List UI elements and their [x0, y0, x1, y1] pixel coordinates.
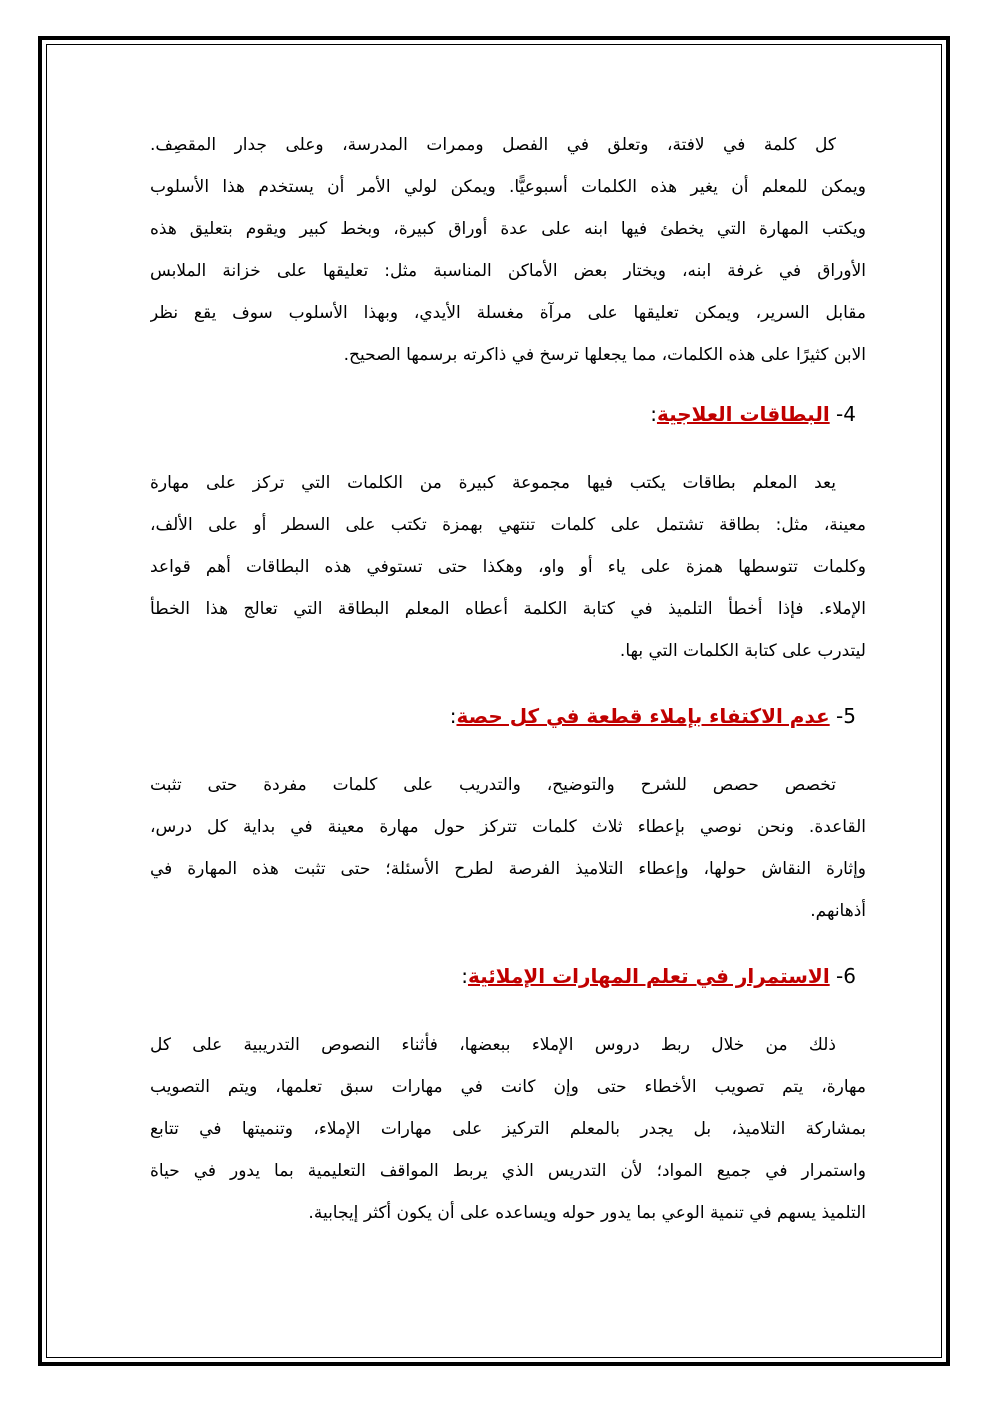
section-colon: : [650, 402, 657, 426]
section-5-paragraph [150, 764, 866, 932]
paragraph-line: يعد المعلم بطاقات يكتب فيها مجموعة كبيرة من الكلمات التي تركز على مهارة [150, 473, 836, 493]
document-body [150, 124, 866, 1234]
paragraph-line: ذلك من خلال ربط دروس الإملاء ببعضها، فأثناء النصوص التدريبية على كل [150, 1035, 836, 1055]
paragraph-line: كل كلمة في لافتة، وتعلق في الفصل وممرات المدرسة، وعلى جدار المقصِف. [150, 135, 836, 155]
section-5-heading [150, 696, 866, 736]
section-colon: : [461, 964, 468, 988]
section-title: عدم الاكتفاء بإملاء قطعة في كل حصة [456, 704, 830, 728]
paragraph-line: مقابل السرير، ويمكن تعليقها على مرآة مغسلة الأيدي، وبهذا الأسلوب سوف يقع نظر [150, 303, 866, 323]
paragraph-line: الابن كثيرًا على هذه الكلمات، مما يجعلها ترسخ في ذاكرته برسمها الصحيح. [343, 345, 866, 365]
section-title: الاستمرار في تعلم المهارات الإملائية [467, 964, 830, 988]
paragraph-line: ليتدرب على كتابة الكلمات التي بها. [619, 641, 866, 661]
intro-paragraph [150, 124, 866, 376]
paragraph-line: بمشاركة التلاميذ، بل يجدر بالمعلم التركيز على مهارات الإملاء، وتنميتها في تتابع [150, 1119, 866, 1139]
section-6-paragraph [150, 1024, 866, 1234]
section-title: البطاقات العلاجية [656, 402, 830, 426]
paragraph-line: الأوراق في غرفة ابنه، ويختار بعض الأماكن المناسبة مثل: تعليقها على خزانة الملابس [150, 261, 866, 281]
paragraph-line: مهارة، يتم تصويب الأخطاء حتى وإن كانت في مهارات سبق تعلمها، ويتم التصويب [150, 1077, 866, 1097]
paragraph-line: الإملاء. فإذا أخطأ التلميذ في كتابة الكلمة أعطاه المعلم البطاقة التي تعالج هذا الخطأ [150, 599, 866, 619]
section-number: 6- [836, 964, 856, 988]
paragraph-line: أذهانهم. [810, 901, 866, 921]
paragraph-line: تخصص حصص للشرح والتوضيح، والتدريب على كلمات مفردة حتى تثبت [150, 775, 836, 795]
paragraph-line: ويكتب المهارة التي يخطئ فيها ابنه على عدة أوراق كبيرة، وبخط كبير ويقوم بتعليق هذه [150, 219, 866, 239]
paragraph-line: واستمرار في جميع المواد؛ لأن التدريس الذي يربط المواقف التعليمية بما يدور في حياة [150, 1161, 866, 1181]
section-number: 4- [836, 402, 856, 426]
paragraph-line: القاعدة. ونحن نوصي بإعطاء ثلاث كلمات تتركز حول مهارة معينة في بداية كل درس، [150, 817, 866, 837]
section-6-heading [150, 956, 866, 996]
paragraph-line: وإثارة النقاش حولها، وإعطاء التلاميذ الفرصة لطرح الأسئلة؛ حتى تثبت هذه المهارة في [150, 859, 866, 879]
section-number: 5- [836, 704, 856, 728]
section-4-paragraph [150, 462, 866, 672]
paragraph-line: وكلمات تتوسطها همزة على ياء أو واو، وهكذا حتى تستوفي هذه البطاقات أهم قواعد [150, 557, 866, 577]
paragraph-line: التلميذ يسهم في تنمية الوعي بما يدور حوله ويساعده على أن يكون أكثر إيجابية. [308, 1203, 866, 1223]
paragraph-line: معينة، مثل: بطاقة تشتمل على كلمات تنتهي بهمزة تكتب على السطر أو على الألف، [150, 515, 866, 535]
paragraph-line: ويمكن للمعلم أن يغير هذه الكلمات أسبوعيًّا. ويمكن لولي الأمر أن يستخدم هذا الأسلوب [150, 177, 866, 197]
section-colon: : [449, 704, 457, 728]
section-4-heading [150, 394, 866, 434]
